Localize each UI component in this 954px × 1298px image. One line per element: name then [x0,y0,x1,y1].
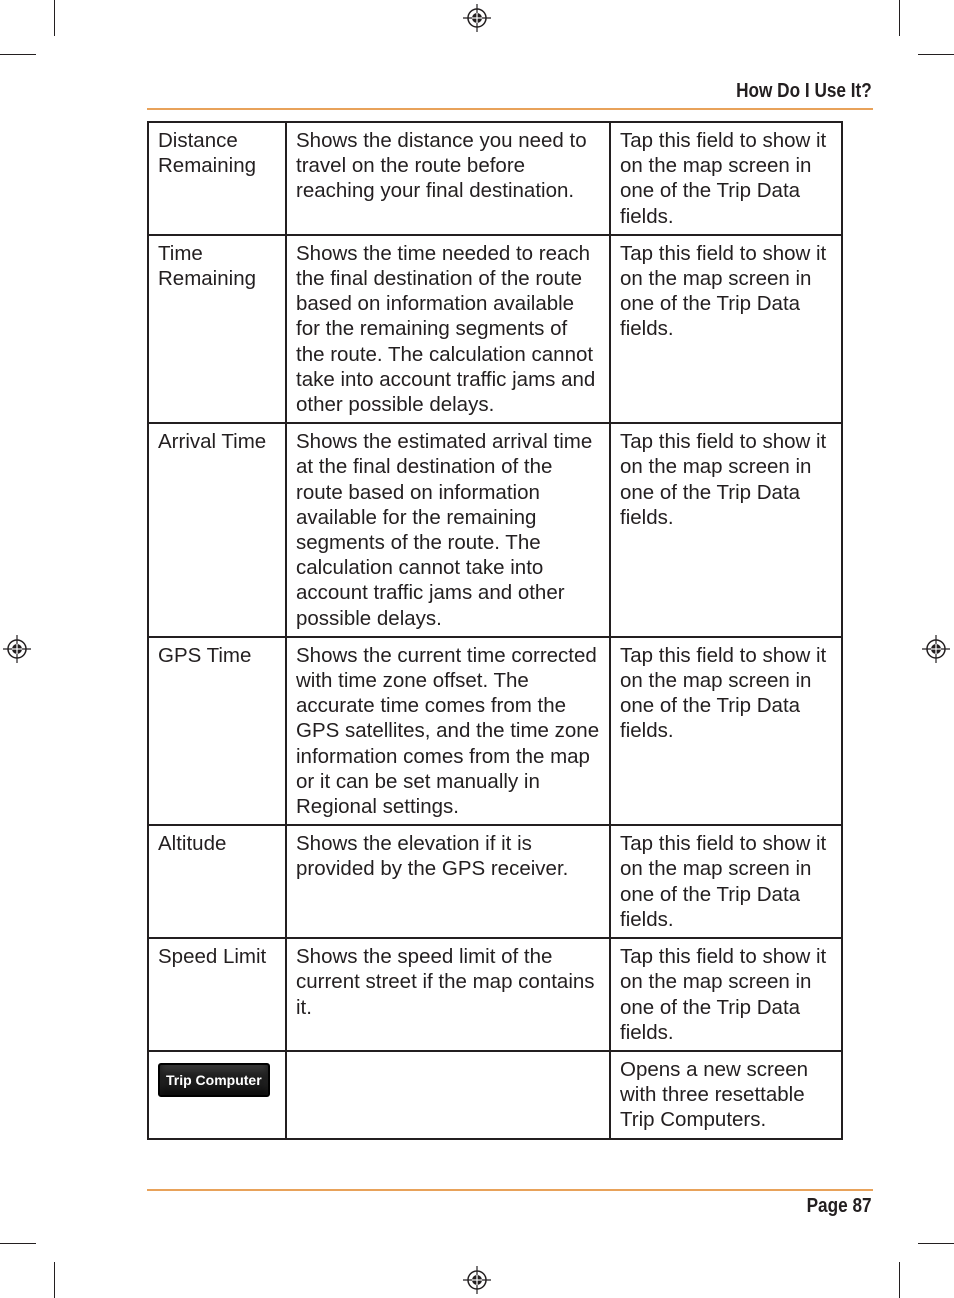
registration-mark-icon [922,635,950,663]
trip-data-table [147,121,843,1140]
field-name: Arrival Time [148,423,286,637]
field-description [286,1051,610,1139]
field-description: Shows the elevation if it is provided by the GPS receiver. [286,825,610,938]
registration-mark-icon [463,4,491,32]
header-rule [147,108,873,110]
registration-mark-icon [3,635,31,663]
table-row [148,938,842,1051]
crop-mark [54,1262,55,1298]
field-action: Tap this field to show it on the map screen in one of the Trip Data fields. [610,122,842,235]
page-number: Page 87 [806,1195,872,1217]
registration-mark-icon [463,1266,491,1294]
crop-mark [54,0,55,36]
field-name: Time Remaining [148,235,286,423]
field-description: Shows the speed limit of the current street if the map contains it. [286,938,610,1051]
table-row [148,825,842,938]
table-row [148,1051,842,1139]
table-row [148,423,842,637]
field-action: Tap this field to show it on the map screen in one of the Trip Data fields. [610,637,842,825]
crop-mark [0,1243,36,1244]
crop-mark [0,54,36,55]
table-row [148,637,842,825]
field-description: Shows the estimated arrival time at the final destination of the route based on information available for the remaining segments of the route. The calculation cannot take into account traffic jams and other possible delays. [286,423,610,637]
field-action: Opens a new screen with three resettable Trip Computers. [610,1051,842,1139]
trip-computer-button[interactable]: Trip Computer [158,1063,270,1097]
field-action: Tap this field to show it on the map screen in one of the Trip Data fields. [610,938,842,1051]
trip-computer-cell [148,1051,286,1139]
field-name: Speed Limit [148,938,286,1051]
field-name: GPS Time [148,637,286,825]
field-name: Altitude [148,825,286,938]
table-row [148,122,842,235]
field-action: Tap this field to show it on the map screen in one of the Trip Data fields. [610,423,842,637]
crop-mark [899,0,900,36]
footer-rule [147,1189,873,1191]
page-header-title: How Do I Use It? [736,80,872,102]
field-description: Shows the time needed to reach the final destination of the route based on information available for the remaining segments of the route. The calculation cannot take into account traffic jams and other possible delays. [286,235,610,423]
crop-mark [918,54,954,55]
field-description: Shows the current time corrected with time zone offset. The accurate time comes from the GPS satellites, and the time zone information comes from the map or it can be set manually in Regional settings. [286,637,610,825]
field-description: Shows the distance you need to travel on the route before reaching your final destination. [286,122,610,235]
crop-mark [899,1262,900,1298]
field-action: Tap this field to show it on the map screen in one of the Trip Data fields. [610,825,842,938]
table-row [148,235,842,423]
field-name: Distance Remaining [148,122,286,235]
field-action: Tap this field to show it on the map screen in one of the Trip Data fields. [610,235,842,423]
crop-mark [918,1243,954,1244]
